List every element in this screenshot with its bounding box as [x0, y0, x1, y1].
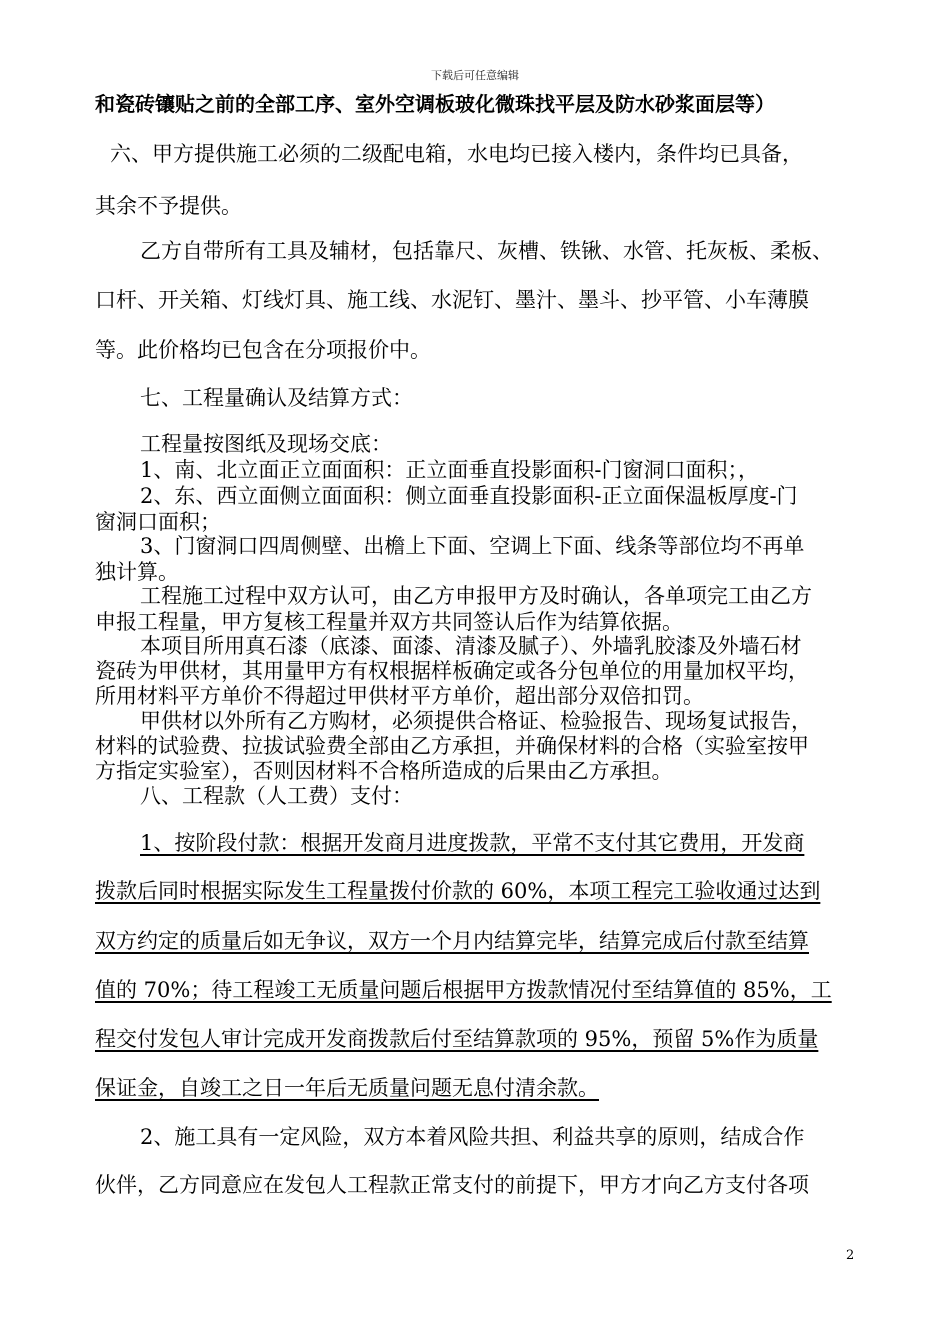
text-line: 甲供材以外所有乙方购材，必须提供合格证、检验报告、现场复试报告， — [140, 709, 812, 733]
text-line: 独计算。 — [95, 560, 179, 584]
text-line: 其余不予提供。 — [95, 194, 242, 218]
text-line: 和瓷砖镶贴之前的全部工序、室外空调板玻化微珠找平层及防水砂浆面层等） — [95, 92, 775, 116]
underlined-line: 程交付发包人审计完成开发商拨款后付至结算款项的 95%，预留 5%作为质量 — [95, 1027, 819, 1051]
text-line: 伙伴，乙方同意应在发包人工程款正常支付的前提下，甲方才向乙方支付各项 — [95, 1173, 809, 1197]
text-line: 瓷砖为甲供材，其用量甲方有权根据样板确定或各分包单位的用量加权平均， — [95, 659, 809, 683]
text-line: 3、门窗洞口四周侧壁、出檐上下面、空调上下面、线条等部位均不再单 — [140, 534, 805, 558]
text-line: 工程施工过程中双方认可，由乙方申报甲方及时确认，各单项完工由乙方 — [140, 584, 812, 608]
text-line: 2、东、西立面侧立面面积：侧立面垂直投影面积-正立面保温板厚度-门 — [140, 484, 798, 508]
text-line: 2、施工具有一定风险，双方本着风险共担、利益共享的原则，结成合作 — [140, 1125, 805, 1149]
section-heading: 七、工程量确认及结算方式： — [140, 386, 413, 410]
text-line: 乙方自带所有工具及辅材，包括靠尺、灰槽、铁锹、水管、托灰板、柔板、 — [140, 239, 833, 263]
text-line: 工程量按图纸及现场交底： — [140, 432, 392, 456]
text-line: 方指定实验室），否则因材料不合格所造成的后果由乙方承担。 — [95, 759, 673, 783]
page-number: 2 — [846, 1248, 855, 1263]
text-line: 所用材料平方单价不得超过甲供材平方单价，超出部分双倍扣罚。 — [95, 684, 704, 708]
underlined-line: 1、按阶段付款：根据开发商月进度拨款，平常不支付其它费用，开发商 — [140, 831, 805, 855]
text-line: 材料的试验费、拉拔试验费全部由乙方承担，并确保材料的合格（实验室按甲 — [95, 734, 809, 758]
underlined-line: 双方约定的质量后如无争议，双方一个月内结算完毕，结算完成后付款至结算 — [95, 929, 809, 953]
section-heading: 八、工程款（人工费）支付： — [140, 784, 413, 808]
underlined-line: 拨款后同时根据实际发生工程量拨付价款的 60%，本项工程完工验收通过达到 — [95, 879, 821, 903]
text-line: 六、甲方提供施工必须的二级配电箱，水电均已接入楼内，条件均已具备， — [110, 142, 803, 166]
text-line: 窗洞口面积； — [95, 510, 221, 534]
text-line: 申报工程量，甲方复核工程量并双方共同签认后作为结算依据。 — [95, 610, 683, 634]
text-line: 等。此价格均已包含在分项报价中。 — [95, 338, 431, 362]
text-line: 本项目所用真石漆（底漆、面漆、清漆及腻子）、外墙乳胶漆及外墙石材 — [140, 634, 802, 658]
underlined-line: 值的 70%；待工程竣工无质量问题后根据甲方拨款情况付至结算值的 85%，工 — [95, 978, 832, 1002]
underlined-line: 保证金，自竣工之日一年后无质量问题无息付清余款。 — [95, 1076, 599, 1100]
header-note: 下载后可任意编辑 — [431, 69, 519, 82]
text-line: 口杆、开关箱、灯线灯具、施工线、水泥钉、墨汁、墨斗、抄平管、小车薄膜 — [95, 288, 809, 312]
text-line: 1、南、北立面正立面面积：正立面垂直投影面积-门窗洞口面积；， — [140, 458, 759, 482]
